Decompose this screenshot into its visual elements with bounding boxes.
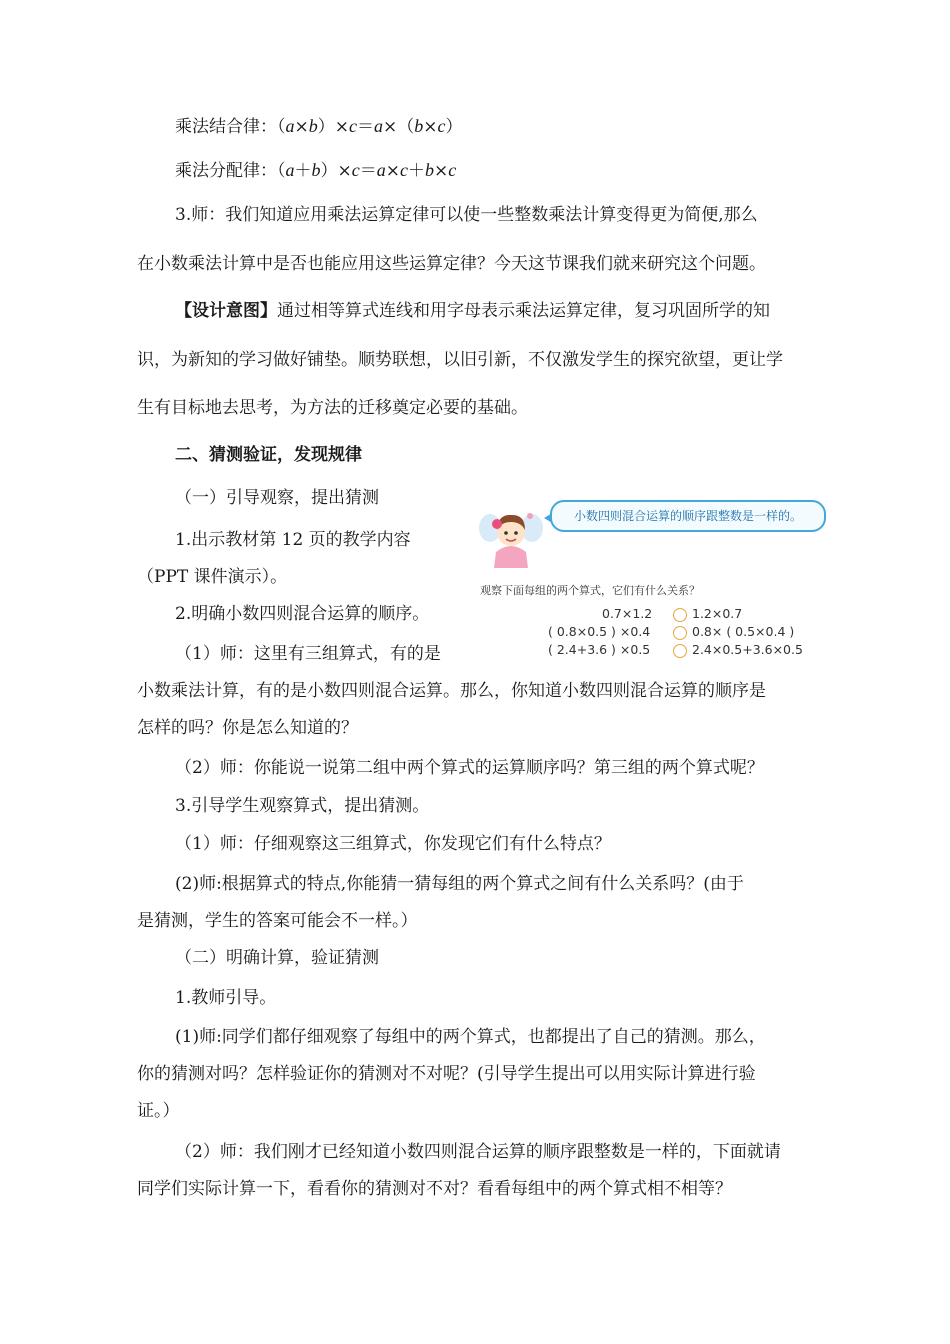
- expr-row3-left: ( 2.4+3.6 ) ×0.5: [548, 642, 651, 657]
- textbook-figure: [474, 496, 830, 666]
- item2-2: （2）师：你能说一说第二组中两个算式的运算顺序吗？第三组的两个算式呢？: [175, 758, 764, 778]
- b-item1-1-line1: (1)师:同学们都仔细观察了每组中的两个算式，也都提出了自己的猜测。那么，: [175, 1027, 766, 1047]
- compare-circle-2: [673, 626, 687, 640]
- expr-row2-right: 0.8× ( 0.5×0.4 ): [692, 624, 795, 639]
- item2-1-line3: 怎样的吗？你是怎么知道的？: [137, 718, 358, 738]
- law-associative-formula: （a×b）×c＝a×（b×c）: [277, 116, 463, 137]
- law-distributive-formula: （a＋b）×c＝a×c＋b×c: [277, 160, 457, 181]
- design-intent-line3: 生有目标地去思考，为方法的迁移奠定必要的基础。: [137, 398, 528, 418]
- section-heading: 二、猜测验证，发现规律: [175, 445, 362, 465]
- cartoon-girl-icon: [476, 502, 546, 572]
- para3-line2: 在小数乘法计算中是否也能应用这些运算定律？今天这节课我们就来研究这个问题。: [137, 254, 766, 274]
- design-intent-line1: 【设计意图】通过相等算式连线和用字母表示乘法运算定律，复习巩固所学的知: [175, 301, 770, 321]
- law-associative-label: 乘法结合律：: [175, 117, 277, 137]
- design-intent-tag: 【设计意图】: [175, 301, 277, 321]
- item3-2-line1: (2)师:根据算式的特点,你能猜一猜每组的两个算式之间有什么关系吗？(由于: [175, 874, 744, 894]
- item2-1-line1: （1）师：这里有三组算式，有的是: [175, 644, 441, 664]
- item1-line2: （PPT 课件演示）。: [137, 567, 288, 587]
- item2: 2.明确小数四则混合运算的顺序。: [175, 604, 430, 624]
- item3-1: （1）师：仔细观察这三组算式，你发现它们有什么特点？: [175, 834, 611, 854]
- expr-row1-left: 0.7×1.2: [602, 606, 653, 621]
- expr-row1-right: 1.2×0.7: [692, 606, 743, 621]
- item3: 3.引导学生观察算式，提出猜测。: [175, 796, 430, 816]
- law-associative: [175, 114, 463, 139]
- law-distributive-label: 乘法分配律：: [175, 161, 277, 181]
- item1-line1: 1.出示教材第 12 页的教学内容: [175, 530, 411, 550]
- law-distributive: [175, 158, 456, 183]
- b-item1-1-line2: 你的猜测对吗？怎样验证你的猜测对不对呢？(引导学生提出可以用实际计算进行验: [137, 1064, 756, 1084]
- para3-line1: 3.师：我们知道应用乘法运算定律可以使一些整数乘法计算变得更为简便,那么: [175, 205, 758, 225]
- figure-question: 观察下面每组的两个算式，它们有什么关系？: [480, 584, 700, 597]
- expr-row3-right: 2.4×0.5+3.6×0.5: [692, 642, 803, 657]
- design-intent-line2: 识，为新知的学习做好铺垫。顺势联想，以旧引新，不仅激发学生的探究欲望，更让学: [137, 350, 783, 370]
- compare-circle-1: [673, 608, 687, 622]
- compare-circle-3: [673, 644, 687, 658]
- expr-row2-left: ( 0.8×0.5 ) ×0.4: [548, 624, 651, 639]
- b-item1-2-line1: （2）师：我们刚才已经知道小数四则混合运算的顺序跟整数是一样的，下面就请: [175, 1142, 781, 1162]
- subsection-2-title: （二）明确计算，验证猜测: [175, 948, 379, 968]
- b-item1-2-line2: 同学们实际计算一下，看看你的猜测对不对？看看每组中的两个算式相不相等？: [137, 1179, 732, 1199]
- speech-bubble: 小数四则混合运算的顺序跟整数是一样的。: [550, 500, 826, 532]
- item2-1-line2: 小数乘法计算，有的是小数四则混合运算。那么，你知道小数四则混合运算的顺序是: [137, 681, 766, 701]
- b-item1: 1.教师引导。: [175, 988, 277, 1008]
- subsection-1-title: （一）引导观察，提出猜测: [175, 488, 379, 508]
- b-item1-1-line3: 证。）: [137, 1101, 180, 1121]
- item3-2-line2: 是猜测，学生的答案可能会不一样。）: [137, 911, 418, 931]
